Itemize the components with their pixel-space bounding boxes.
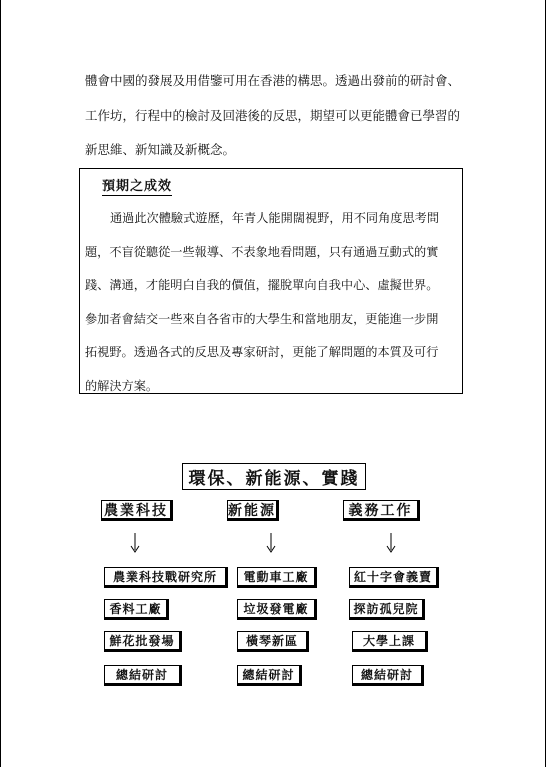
item-flower-market: 鮮花批發場 [104,631,182,652]
intro-paragraph [85,64,475,168]
item-summary-seminar: 總結研討 [104,665,182,686]
intro-line: 體會中國的發展及用借鑒可用在香港的構思。透過出發前的研討會、 [85,73,461,88]
outcome-line: 拓視野。透過各式的反思及專家研討，更能了解問題的本質及可行 [85,345,439,359]
category-new-energy: 新能源 [227,500,279,521]
category-volunteer-work: 義務工作 [343,500,420,521]
outcome-line: 的解決方案。 [85,378,159,393]
outcome-line: 題，不盲從聽從一些報導、不表象地看問題，只有通過互動式的實 [85,244,439,259]
item-summary-seminar: 總結研討 [352,665,424,686]
diagram-title-box: 環保、新能源、實踐 [182,463,366,490]
outcome-line: 通過此次體驗式遊歷，年青人能開闊視野，用不同角度思考問 [110,211,440,225]
item-agri-research: 農業科技戰研究所 [104,567,228,588]
outcome-line: 參加者會結交一些來自各省市的大學生和當地朋友，更能進一步開 [85,311,439,326]
item-ev-factory: 電動車工廠 [237,567,317,588]
category-agri-tech: 農業科技 [101,500,173,521]
arrow-down-icon [129,533,141,553]
intro-line: 工作坊，行程中的檢討及回港後的反思，期望可以更能體會已學習的 [85,107,461,123]
outcome-line: 踐、溝通，才能明白自我的價值，擺脫單向自我中心、虛擬世界。 [85,278,439,292]
item-summary-seminar: 總結研討 [237,665,302,686]
item-spice-factory: 香料工廠 [104,599,169,620]
item-waste-power-plant: 垃圾發電廠 [237,599,317,620]
expected-outcome-box [79,168,463,394]
item-university-class: 大學上課 [352,631,428,652]
expected-outcome-title: 預期之成效 [102,175,172,196]
arrow-down-icon [265,533,277,553]
expected-outcome-body [85,202,461,403]
item-orphanage-visit: 探訪孤兒院 [349,599,425,620]
item-hengqin-district: 橫琴新區 [237,631,309,652]
intro-line: 新思維、新知識及新概念。 [85,142,236,157]
arrow-down-icon [385,533,397,553]
item-red-cross-sale: 紅十字會義賣 [349,567,439,588]
